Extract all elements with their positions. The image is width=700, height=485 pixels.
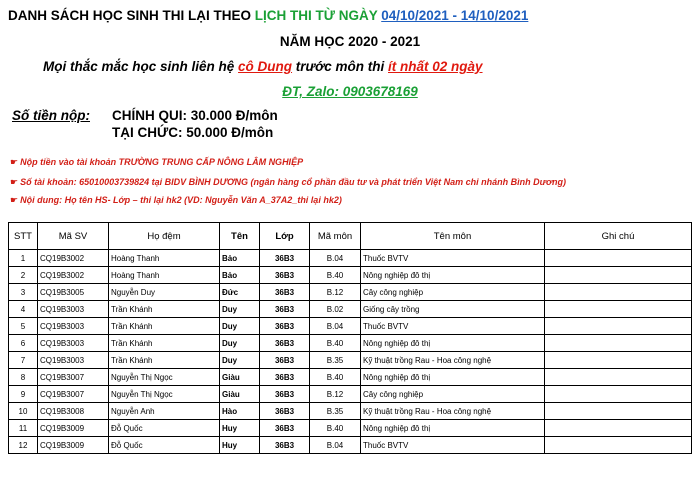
pointing-hand-icon: ☛ [10, 157, 19, 167]
class-cell: 36B3 [260, 284, 310, 301]
subject-code-cell: B.35 [310, 403, 361, 420]
stt-cell: 1 [9, 250, 38, 267]
pointing-hand-icon: ☛ [10, 195, 19, 205]
retake-table [8, 222, 692, 454]
table-row [9, 284, 692, 301]
name-cell: Bảo [220, 250, 260, 267]
table-row [9, 437, 692, 454]
stt-cell: 11 [9, 420, 38, 437]
title-part-1: DANH SÁCH HỌC SINH THI LẠI THEO [8, 8, 255, 23]
contact-deadline: ít nhất 02 ngày [388, 59, 483, 74]
header-cell: Mã SV [38, 223, 109, 250]
contact-name: cô Dung [238, 59, 293, 74]
subject-name-cell: Cây công nghiệp [361, 386, 545, 403]
table-row [9, 403, 692, 420]
document-title [8, 8, 528, 23]
surname-cell: Nguyễn Thị Ngọc [109, 369, 220, 386]
stt-cell: 5 [9, 318, 38, 335]
note-cell [545, 301, 692, 318]
title-dates: 04/10/2021 - 14/10/2021 [381, 8, 529, 23]
student-id-cell: CQ19B3007 [38, 386, 109, 403]
fee-regular: CHÍNH QUI: 30.000 Đ/môn [112, 108, 278, 123]
student-id-cell: CQ19B3003 [38, 352, 109, 369]
student-id-cell: CQ19B3008 [38, 403, 109, 420]
school-year: NĂM HỌC 2020 - 2021 [279, 34, 421, 49]
subject-name-cell: Thuốc BVTV [361, 318, 545, 335]
subject-name-cell: Nông nghiệp đô thị [361, 420, 545, 437]
note-cell [545, 386, 692, 403]
header-cell: STT [9, 223, 38, 250]
note-text: Nộp tiền vào tài khoản TRƯỜNG TRUNG CẤP NÔNG LÂM NGHIỆP [20, 157, 304, 167]
class-cell: 36B3 [260, 403, 310, 420]
note-cell [545, 250, 692, 267]
table-row [9, 335, 692, 352]
student-id-cell: CQ19B3003 [38, 318, 109, 335]
note-payment [10, 157, 303, 168]
name-cell: Duy [220, 318, 260, 335]
subject-code-cell: B.40 [310, 369, 361, 386]
name-cell: Huy [220, 437, 260, 454]
surname-cell: Nguyễn Thị Ngọc [109, 386, 220, 403]
class-cell: 36B3 [260, 250, 310, 267]
name-cell: Duy [220, 301, 260, 318]
table-row [9, 250, 692, 267]
name-cell: Đức [220, 284, 260, 301]
name-cell: Hào [220, 403, 260, 420]
surname-cell: Đỗ Quốc [109, 437, 220, 454]
student-id-cell: CQ19B3002 [38, 267, 109, 284]
table-row [9, 352, 692, 369]
note-cell [545, 335, 692, 352]
table-row [9, 369, 692, 386]
fee-label: Số tiền nộp: [12, 108, 90, 123]
table-row [9, 318, 692, 335]
stt-cell: 7 [9, 352, 38, 369]
stt-cell: 3 [9, 284, 38, 301]
note-cell [545, 352, 692, 369]
note-text: Nội dung: Họ tên HS- Lớp – thi lại hk2 (VD: Nguyễn Văn A_37A2_thi lại hk2) [20, 195, 342, 205]
contact-phone: ĐT, Zalo: 0903678169 [282, 84, 418, 99]
subject-name-cell: Thuốc BVTV [361, 250, 545, 267]
name-cell: Duy [220, 335, 260, 352]
table-row [9, 301, 692, 318]
class-cell: 36B3 [260, 437, 310, 454]
student-id-cell: CQ19B3005 [38, 284, 109, 301]
student-id-cell: CQ19B3007 [38, 369, 109, 386]
stt-cell: 4 [9, 301, 38, 318]
subject-name-cell: Nông nghiệp đô thị [361, 369, 545, 386]
header-cell: Ghi chú [545, 223, 692, 250]
class-cell: 36B3 [260, 318, 310, 335]
surname-cell: Trần Khánh [109, 352, 220, 369]
student-id-cell: CQ19B3009 [38, 437, 109, 454]
class-cell: 36B3 [260, 267, 310, 284]
note-content [10, 195, 342, 206]
table-header-row [9, 223, 692, 250]
class-cell: 36B3 [260, 386, 310, 403]
header-cell: Tên môn [361, 223, 545, 250]
subject-code-cell: B.04 [310, 250, 361, 267]
note-cell [545, 420, 692, 437]
table-row [9, 420, 692, 437]
note-text: Số tài khoản: 65010003739824 tại BIDV BÌNH DƯƠNG (ngân hàng cổ phần đầu tư và phát triển Việt Nam chi nhánh Bình Dương) [20, 177, 567, 187]
subject-name-cell: Kỹ thuật trồng Rau - Hoa công nghệ [361, 403, 545, 420]
header-cell: Tên [220, 223, 260, 250]
contact-text-1: Mọi thắc mắc học sinh liên hệ [43, 59, 239, 74]
subject-code-cell: B.35 [310, 352, 361, 369]
surname-cell: Trần Khánh [109, 301, 220, 318]
class-cell: 36B3 [260, 352, 310, 369]
stt-cell: 8 [9, 369, 38, 386]
subject-code-cell: B.04 [310, 318, 361, 335]
subject-code-cell: B.12 [310, 386, 361, 403]
contact-text-2: trước môn thi [292, 59, 388, 74]
note-cell [545, 403, 692, 420]
note-cell [545, 318, 692, 335]
student-id-cell: CQ19B3009 [38, 420, 109, 437]
header-cell: Họ đệm [109, 223, 220, 250]
class-cell: 36B3 [260, 369, 310, 386]
surname-cell: Nguyễn Duy [109, 284, 220, 301]
surname-cell: Nguyễn Anh [109, 403, 220, 420]
subject-code-cell: B.12 [310, 284, 361, 301]
subject-name-cell: Cây công nghiệp [361, 284, 545, 301]
class-cell: 36B3 [260, 335, 310, 352]
student-id-cell: CQ19B3003 [38, 301, 109, 318]
subject-name-cell: Nông nghiệp đô thị [361, 267, 545, 284]
subject-name-cell: Kỹ thuật trồng Rau - Hoa công nghệ [361, 352, 545, 369]
name-cell: Giàu [220, 369, 260, 386]
pointing-hand-icon: ☛ [10, 177, 19, 187]
stt-cell: 10 [9, 403, 38, 420]
table-row [9, 267, 692, 284]
subject-code-cell: B.40 [310, 420, 361, 437]
class-cell: 36B3 [260, 420, 310, 437]
surname-cell: Trần Khánh [109, 318, 220, 335]
stt-cell: 6 [9, 335, 38, 352]
note-account [10, 177, 566, 188]
note-cell [545, 369, 692, 386]
subject-code-cell: B.40 [310, 267, 361, 284]
note-cell [545, 267, 692, 284]
fee-inservice: TẠI CHỨC: 50.000 Đ/môn [112, 125, 274, 140]
class-cell: 36B3 [260, 301, 310, 318]
table-row [9, 386, 692, 403]
title-part-2: LỊCH THI TỪ NGÀY [254, 8, 382, 23]
stt-cell: 12 [9, 437, 38, 454]
contact-line [43, 59, 483, 74]
header-cell: Lớp [260, 223, 310, 250]
name-cell: Duy [220, 352, 260, 369]
stt-cell: 9 [9, 386, 38, 403]
subject-code-cell: B.02 [310, 301, 361, 318]
surname-cell: Trần Khánh [109, 335, 220, 352]
subject-code-cell: B.04 [310, 437, 361, 454]
name-cell: Giàu [220, 386, 260, 403]
subject-name-cell: Nông nghiệp đô thị [361, 335, 545, 352]
header-cell: Mã môn [310, 223, 361, 250]
student-id-cell: CQ19B3003 [38, 335, 109, 352]
name-cell: Huy [220, 420, 260, 437]
subject-name-cell: Giống cây trồng [361, 301, 545, 318]
student-id-cell: CQ19B3002 [38, 250, 109, 267]
surname-cell: Hoàng Thanh [109, 267, 220, 284]
note-cell [545, 284, 692, 301]
stt-cell: 2 [9, 267, 38, 284]
surname-cell: Đỗ Quốc [109, 420, 220, 437]
name-cell: Bảo [220, 267, 260, 284]
note-cell [545, 437, 692, 454]
subject-name-cell: Thuốc BVTV [361, 437, 545, 454]
surname-cell: Hoàng Thanh [109, 250, 220, 267]
subject-code-cell: B.40 [310, 335, 361, 352]
